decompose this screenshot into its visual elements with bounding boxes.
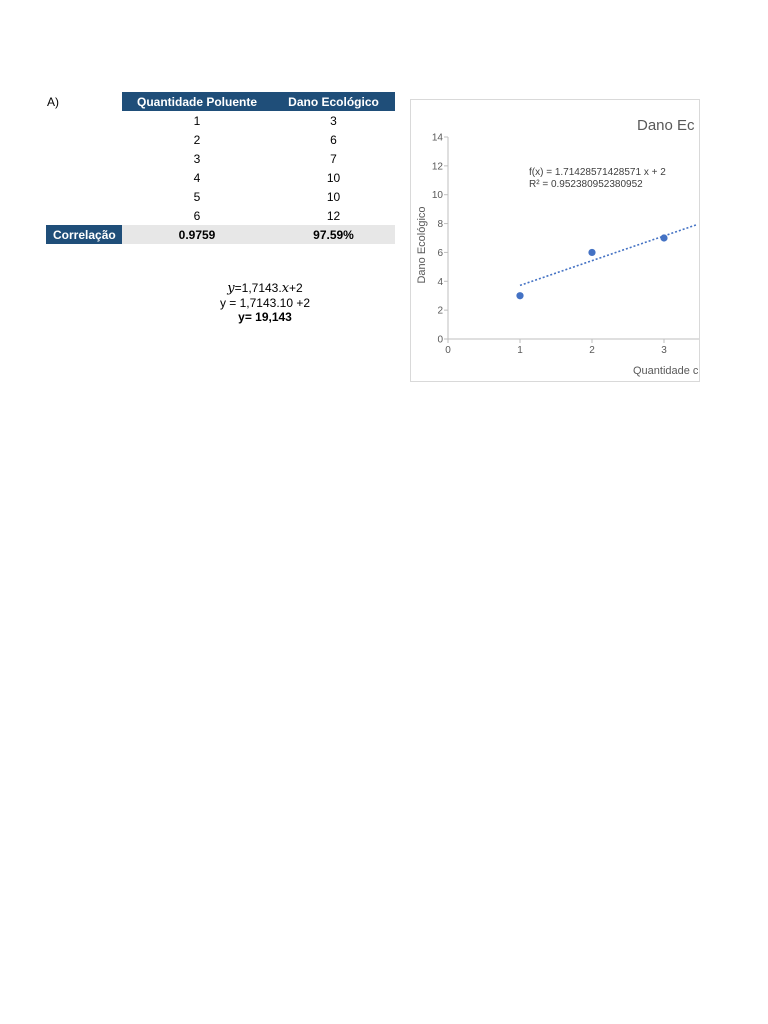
table-corner-cell [46, 92, 122, 111]
trend-equation-label: f(x) = 1.71428571428571 x + 2 [529, 167, 666, 178]
y-tick-label: 14 [431, 132, 443, 144]
data-point [516, 292, 523, 299]
y-tick-label: 10 [431, 190, 443, 202]
chart-title: Dano Ec [637, 117, 695, 134]
equation-line-1 [190, 281, 340, 296]
table-cell: 5 [193, 189, 201, 204]
section-label: A) [47, 95, 59, 109]
correlation-percent: 97.59% [272, 225, 395, 244]
equation-result: y= 19,143 [238, 310, 292, 324]
table-cell: 6 [193, 208, 201, 223]
eq-y-var: y [227, 281, 235, 296]
table-cell: 10 [326, 170, 341, 185]
correlation-row [46, 225, 395, 244]
data-point [588, 249, 595, 256]
table-row [46, 206, 395, 225]
y-axis-label: Dano Ecológico [416, 206, 428, 284]
y-tick-label: 12 [431, 161, 443, 173]
table-cell: 10 [326, 189, 341, 204]
equation-block [190, 281, 340, 324]
table-cell: 3 [330, 113, 337, 128]
x-tick-label: 2 [589, 345, 595, 356]
table-row [46, 130, 395, 149]
header-dano-ecologico: Dano Ecológico [272, 92, 395, 111]
y-tick-label: 4 [437, 276, 443, 288]
eq-x-var: x [281, 281, 290, 296]
y-tick-label: 2 [437, 305, 443, 317]
eq-coef: =1,7143. [234, 281, 282, 295]
data-table [46, 92, 395, 244]
table-cell: 2 [193, 132, 201, 147]
scatter-chart [410, 99, 700, 382]
table-header-row [46, 92, 395, 111]
x-tick-label: 1 [517, 345, 523, 356]
chart-svg [411, 100, 699, 381]
y-tick-label: 6 [437, 247, 443, 259]
table-cell: 3 [193, 151, 201, 166]
table-cell: 7 [330, 151, 337, 166]
table-row [46, 111, 395, 130]
correlation-label: Correlação [46, 225, 122, 244]
table-cell: 6 [330, 132, 337, 147]
y-tick-label: 0 [437, 334, 443, 346]
x-tick-label: 0 [445, 345, 451, 356]
y-tick-label: 8 [437, 219, 443, 231]
table-cell: 12 [326, 208, 341, 223]
data-point [660, 234, 667, 241]
table-cell: 4 [193, 170, 201, 185]
header-quantidade-poluente: Quantidade Poluente [122, 92, 272, 111]
x-axis-label: Quantidade c [633, 365, 699, 377]
table-row [46, 187, 395, 206]
table-row [46, 149, 395, 168]
correlation-value: 0.9759 [122, 225, 272, 244]
eq-const: +2 [289, 281, 303, 295]
r-squared-label: R² = 0.952380952380952 [529, 179, 643, 190]
table-cell: 1 [193, 113, 201, 128]
table-row [46, 168, 395, 187]
trendline [520, 225, 696, 286]
equation-line-2: y = 1,7143.10 +2 [219, 296, 311, 310]
x-tick-label: 3 [661, 345, 667, 356]
